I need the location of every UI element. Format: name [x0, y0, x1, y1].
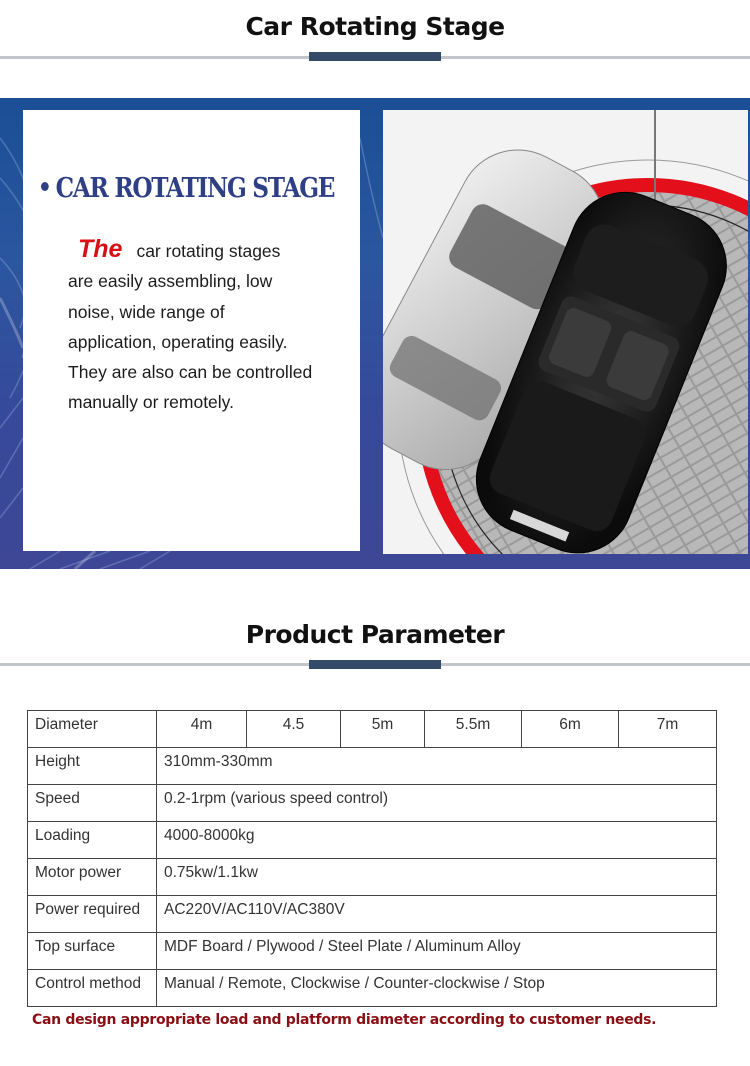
title-accent-bar — [309, 52, 441, 61]
product-banner — [0, 98, 750, 569]
row-label: Power required — [28, 896, 157, 933]
product-photo — [383, 110, 748, 554]
row-label: Control method — [28, 970, 157, 1007]
row-value: 0.2-1rpm (various speed control) — [157, 785, 717, 822]
row-value: 0.75kw/1.1kw — [157, 859, 717, 896]
section-title-product-parameter: Product Parameter — [245, 620, 505, 649]
diameter-option: 6m — [522, 711, 619, 748]
table-row — [28, 970, 717, 1007]
table-row-diameter — [28, 711, 717, 748]
row-value: MDF Board / Plywood / Steel Plate / Aluminum Alloy — [157, 933, 717, 970]
row-value: 310mm-330mm — [157, 748, 717, 785]
bullet-icon — [41, 182, 49, 191]
description-card — [23, 110, 360, 551]
table-row — [28, 785, 717, 822]
row-value: AC220V/AC110V/AC380V — [157, 896, 717, 933]
row-label: Speed — [28, 785, 157, 822]
diameter-option: 4m — [157, 711, 247, 748]
row-value: Manual / Remote, Clockwise / Counter-clockwise / Stop — [157, 970, 717, 1007]
lead-word: The — [78, 235, 123, 263]
row-value: 4000-8000kg — [157, 822, 717, 859]
diameter-option: 5m — [341, 711, 425, 748]
table-row — [28, 896, 717, 933]
table-row — [28, 822, 717, 859]
row-label: Diameter — [28, 711, 157, 748]
table-row — [28, 859, 717, 896]
diameter-option: 4.5 — [247, 711, 341, 748]
diameter-option: 5.5m — [425, 711, 522, 748]
rotating-stage-illustration — [383, 110, 748, 554]
section-accent-bar — [309, 660, 441, 669]
card-description: The car rotating stages are easily assembling, low noise, wide range of application, operating easily. They are also can be controlled manually or remotely. — [68, 235, 313, 413]
customization-note: Can design appropriate load and platform diameter according to customer needs. — [32, 1012, 657, 1028]
table-row — [28, 933, 717, 970]
row-label: Top surface — [28, 933, 157, 970]
row-label: Loading — [28, 822, 157, 859]
diameter-option: 7m — [619, 711, 717, 748]
table-row — [28, 748, 717, 785]
row-label: Height — [28, 748, 157, 785]
row-label: Motor power — [28, 859, 157, 896]
page-title: Car Rotating Stage — [245, 12, 505, 41]
card-heading: CAR ROTATING STAGE — [41, 173, 334, 204]
parameter-table — [27, 710, 717, 1007]
